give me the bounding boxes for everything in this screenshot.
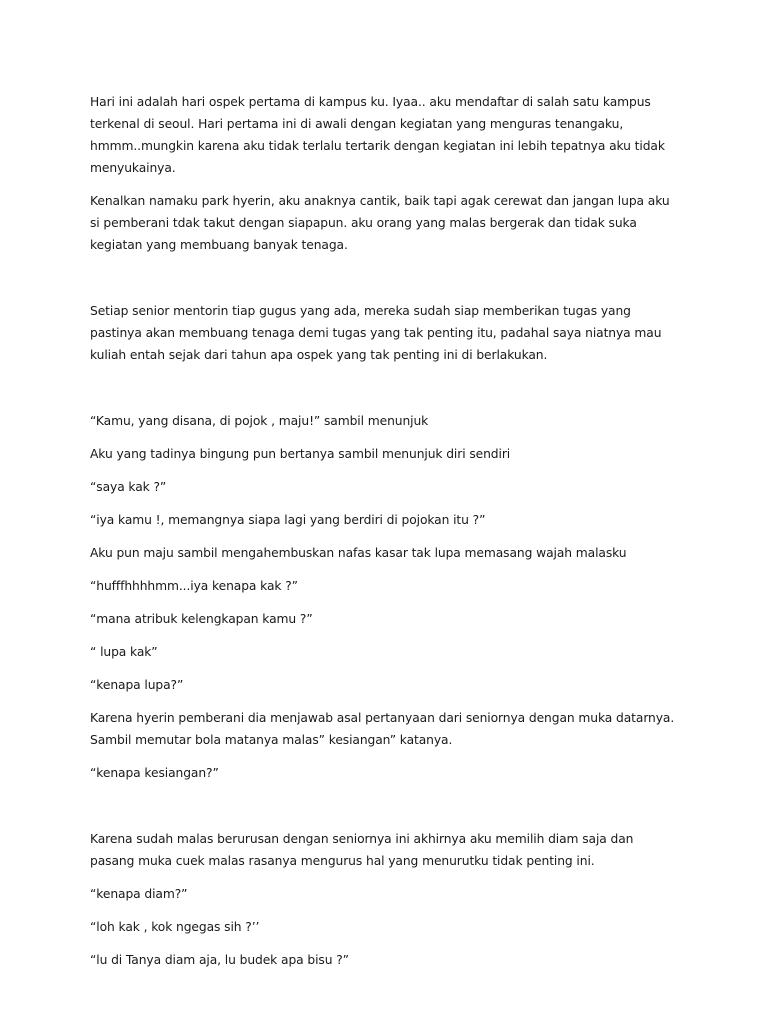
narration-line-4: Karena sudah malas berurusan dengan seniornya ini akhirnya aku memilih diam saja dan pasang muka cuek malas rasanya mengurus hal yang menurutku tidak penting ini.: [90, 832, 634, 868]
dialogue-line-4: “hufffhhhhmm...iya kenapa kak ?”: [90, 579, 298, 593]
dialogue-line-7: “kenapa lupa?”: [90, 678, 184, 692]
document-body: [90, 91, 680, 982]
dialogue-line-8: “kenapa kesiangan?”: [90, 766, 219, 780]
dialogue-line-1: “Kamu, yang disana, di pojok , maju!” sambil menunjuk: [90, 414, 429, 428]
narration-line-3: Karena hyerin pemberani dia menjawab asal pertanyaan dari seniornya dengan muka datarnya. Sambil memutar bola matanya malas” kesiangan” katanya.: [90, 711, 675, 747]
narration-line-1: Aku yang tadinya bingung pun bertanya sambil menunjuk diri sendiri: [90, 447, 511, 461]
narration-line-2: Aku pun maju sambil mengahembuskan nafas kasar tak lupa memasang wajah malasku: [90, 546, 627, 560]
dialogue-line-11: “lu di Tanya diam aja, lu budek apa bisu ?”: [90, 953, 349, 967]
paragraph-1: Hari ini adalah hari ospek pertama di kampus ku. Iyaa.. aku mendaftar di salah satu kampus terkenal di seoul. Hari pertama ini di awali dengan kegiatan yang menguras tenangaku, hmmm..mungkin karena aku tidak terlalu tertarik dengan kegiatan ini lebih tepatnya aku tidak menyukainya.: [90, 95, 665, 175]
dialogue-line-5: “mana atribuk kelengkapan kamu ?”: [90, 612, 313, 626]
dialogue-line-3: “iya kamu !, memangnya siapa lagi yang berdiri di pojokan itu ?”: [90, 513, 486, 527]
dialogue-line-9: “kenapa diam?”: [90, 887, 188, 901]
paragraph-2: Kenalkan namaku park hyerin, aku anaknya cantik, baik tapi agak cerewat dan jangan lupa aku si pemberani tdak takut dengan siapapun. aku orang yang malas bergerak dan tidak suka kegiatan yang membuang banyak tenaga.: [90, 194, 670, 252]
paragraph-3: Setiap senior mentorin tiap gugus yang ada, mereka sudah siap memberikan tugas yang pastinya akan membuang tenaga demi tugas yang tak penting itu, padahal saya niatnya mau kuliah entah sejak dari tahun apa ospek yang tak penting ini di berlakukan.: [90, 304, 662, 362]
dialogue-line-10: “loh kak , kok ngegas sih ?’’: [90, 920, 260, 934]
dialogue-line-6: “ lupa kak”: [90, 645, 158, 659]
dialogue-line-2: “saya kak ?”: [90, 480, 167, 494]
